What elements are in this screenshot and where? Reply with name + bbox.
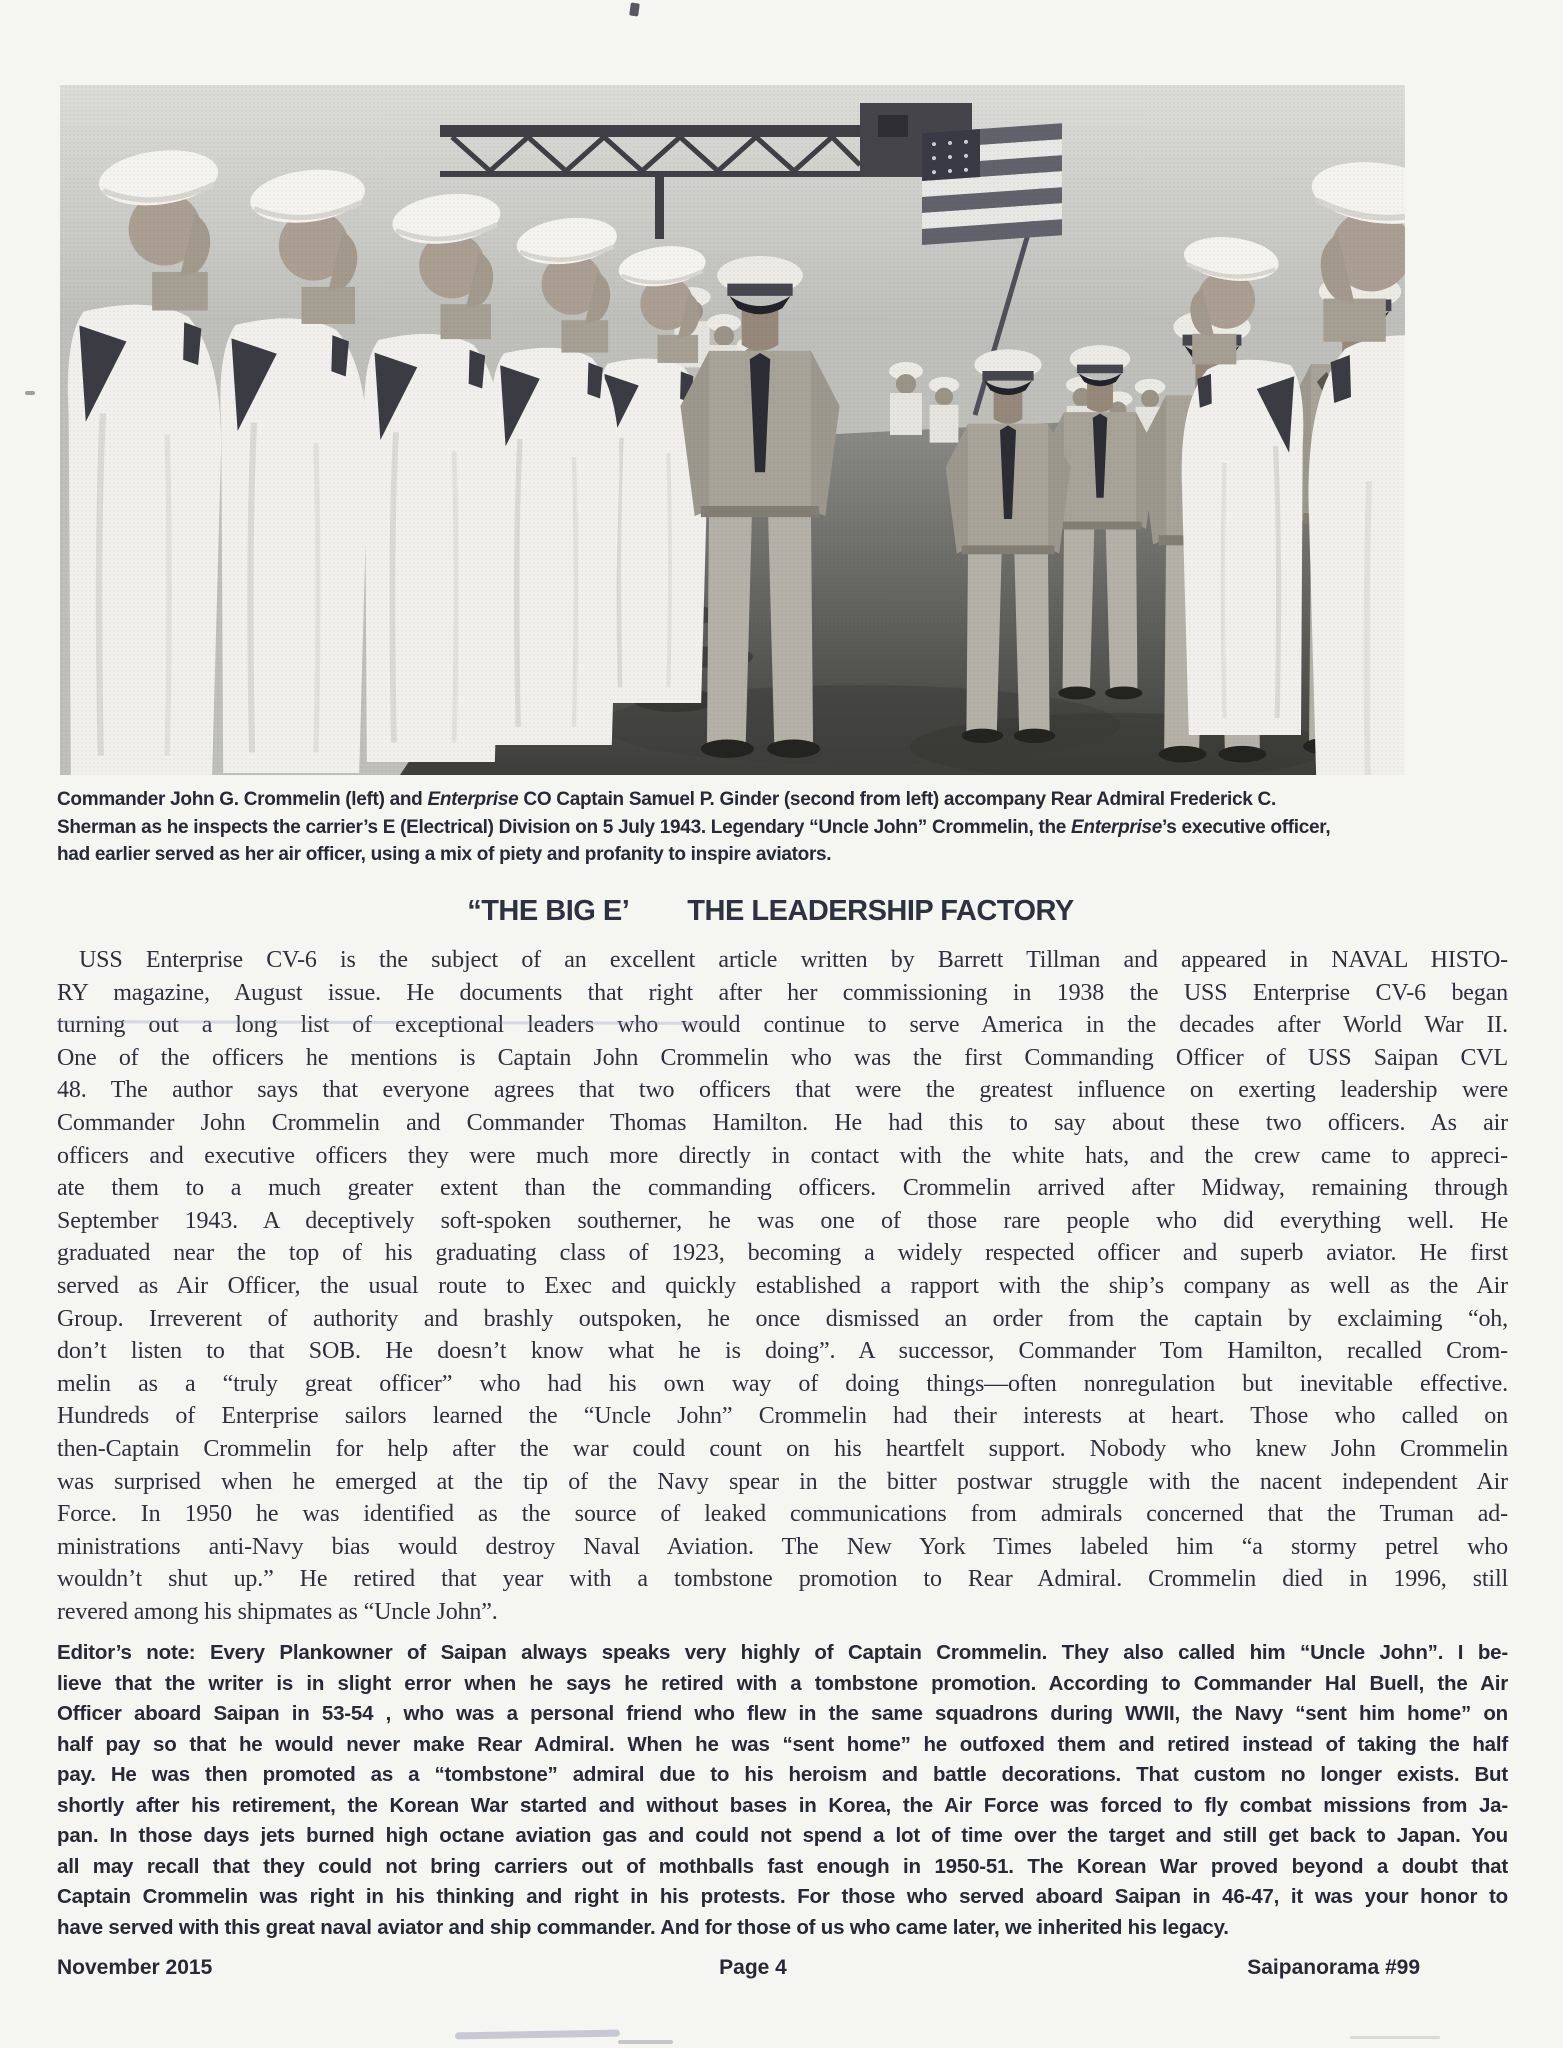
article-line: turning out a long list of exceptional leaders who would continue to serve America in the decades after World War II.	[57, 1012, 1508, 1039]
caption-line	[57, 786, 1508, 814]
page-footer	[57, 1956, 1508, 1986]
inspection-photo	[60, 85, 1405, 775]
editors-note-line: Captain Crommelin was right in his thinking and right in his protests. For those who served aboard Saipan in 46-47, it was your honor to	[57, 1885, 1508, 1908]
editors-note-line: shortly after his retirement, the Korean War started and without bases in Korea, the Air Force was forced to fly combat missions from Ja-	[57, 1793, 1508, 1817]
headline-part-1: “THE BIG E’	[467, 895, 630, 927]
caption-line	[57, 814, 1508, 842]
scan-mark-top	[629, 2, 640, 16]
editors-note-line: Editor’s note: Every Plankowner of Saipan always speaks very highly of Captain Crommelin. They also called him “Uncle John”. I be-	[57, 1641, 1508, 1664]
article-line: RY magazine, August issue. He documents that right after her commissioning in 1938 the USS Enterprise CV-6 began	[57, 979, 1508, 1006]
article-line: served as Air Officer, the usual route to Exec and quickly established a rapport with the ship’s company as well as the Air	[57, 1272, 1508, 1299]
article-line: melin as a “truly great officer” who had his own way of doing things—often nonregulation but inevitable effective.	[57, 1370, 1508, 1397]
editors-note-line: half pay so that he would never make Rear Admiral. When he was “sent home” he outfoxed them and retired instead of taking the half	[57, 1732, 1508, 1756]
scan-mark-left	[25, 391, 35, 395]
article-line: revered among his shipmates as “Uncle John”.	[57, 1598, 498, 1625]
text-segment: Sherman as he inspects the carrier’s E (Electrical) Division on 5 July 1943. Legendary “Uncle John” Crommelin, the	[57, 816, 1072, 838]
editors-note	[57, 1638, 1508, 1943]
editors-note-line: have served with this great naval aviator and ship commander. And for those of us who came later, we inherited his legacy.	[57, 1915, 1229, 1939]
article-headline	[45, 893, 1496, 929]
article-line: wouldn’t shut up.” He retired that year with a tombstone promotion to Rear Admiral. Crommelin died in 1996, still	[57, 1566, 1508, 1593]
article-line: officers and executive officers they were much more directly in contact with the white hats, and the crew came to appreci-	[57, 1142, 1508, 1169]
article-line: 48. The author says that everyone agrees that two officers that were the greatest influence on exerting leadership were	[57, 1077, 1508, 1104]
article-line: USS Enterprise CV-6 is the subject of an excellent article written by Barrett Tillman and appeared in NAVAL HISTO-	[79, 947, 1508, 973]
article-line: don’t listen to that SOB. He doesn’t know what he is doing”. A successor, Commander Tom Hamilton, recalled Crom-	[57, 1338, 1508, 1365]
photo-caption	[57, 786, 1508, 869]
footer-issue: Saipanorama #99	[1247, 1956, 1420, 1979]
article-line: was surprised when he emerged at the tip of the Navy spear in the bitter postwar struggle with the nacent independent Air	[57, 1468, 1508, 1495]
footer-page-number: Page 4	[719, 1956, 787, 1979]
footer-date: November 2015	[57, 1956, 213, 1979]
caption-line	[57, 841, 1508, 869]
article-line: ate them to a much greater extent than the commanding officers. Crommelin arrived after Midway, remaining through	[57, 1175, 1508, 1202]
text-segment: Commander John G. Crommelin (left) and	[57, 789, 428, 810]
article-line: September 1943. A deceptively soft-spoken southerner, he was one of those rare people who did everything well. He	[57, 1207, 1508, 1234]
text-segment: had earlier served as her air officer, using a mix of piety and profanity to inspire aviators.	[57, 844, 832, 865]
article-line: Group. Irreverent of authority and brashly outspoken, he once dismissed an order from the captain by exclaiming “oh,	[57, 1305, 1508, 1332]
article-line: Hundreds of Enterprise sailors learned the “Uncle John” Crommelin had their interests at heart. Those who called on	[57, 1403, 1508, 1430]
scan-streak-bottom	[1350, 2036, 1440, 2039]
text-segment: ’s executive officer,	[1162, 816, 1331, 838]
article-line: then-Captain Crommelin for help after the war could count on his heartfelt support. Nobody who knew John Crommelin	[57, 1435, 1508, 1462]
editors-note-line: Officer aboard Saipan in 53-54 , who was a personal friend who flew in the same squadrons during WWII, the Navy “sent him home” on	[57, 1702, 1508, 1725]
text-segment: CO Captain Samuel P. Ginder (second from left) accompany Rear Admiral Frederick C.	[518, 789, 1276, 810]
article-body	[57, 944, 1508, 1628]
italic-text: Enterprise	[427, 789, 519, 810]
article-line: Force. In 1950 he was identified as the source of leaked communications from admirals concerned that the Truman ad-	[57, 1501, 1508, 1528]
article-line: One of the officers he mentions is Captain John Crommelin who was the first Commanding Officer of USS Saipan CVL	[57, 1044, 1508, 1071]
editors-note-line: pan. In those days jets burned high octane aviation gas and could not spend a lot of time over the target and still get back to Japan. You	[57, 1824, 1508, 1847]
editors-note-line: all may recall that they could not bring carriers out of mothballs fast enough in 1950-51. The Korean War proved beyond a doubt that	[57, 1854, 1508, 1878]
italic-text: Enterprise	[1071, 816, 1163, 838]
editors-note-line: pay. He was then promoted as a “tombstone” admiral due to his heroism and battle decorations. That custom no longer exists. But	[57, 1763, 1508, 1786]
photo-illustration	[60, 85, 1405, 775]
scan-streak-bottom	[618, 2040, 673, 2044]
editors-note-line: lieve that the writer is in slight error when he says he retired with a tombstone promotion. According to Commander Hal Buell, the Air	[57, 1671, 1508, 1695]
scan-streak-bottom	[455, 2030, 620, 2040]
article-line: ministrations anti-Navy bias would destroy Naval Aviation. The New York Times labeled him “a stormy petrel who	[57, 1533, 1508, 1560]
article-line: graduated near the top of his graduating class of 1923, becoming a widely respected officer and superb aviator. He first	[57, 1240, 1508, 1267]
headline-part-2: THE LEADERSHIP FACTORY	[687, 895, 1074, 927]
article-line: Commander John Crommelin and Commander Thomas Hamilton. He had this to say about these two officers. As air	[57, 1109, 1508, 1136]
